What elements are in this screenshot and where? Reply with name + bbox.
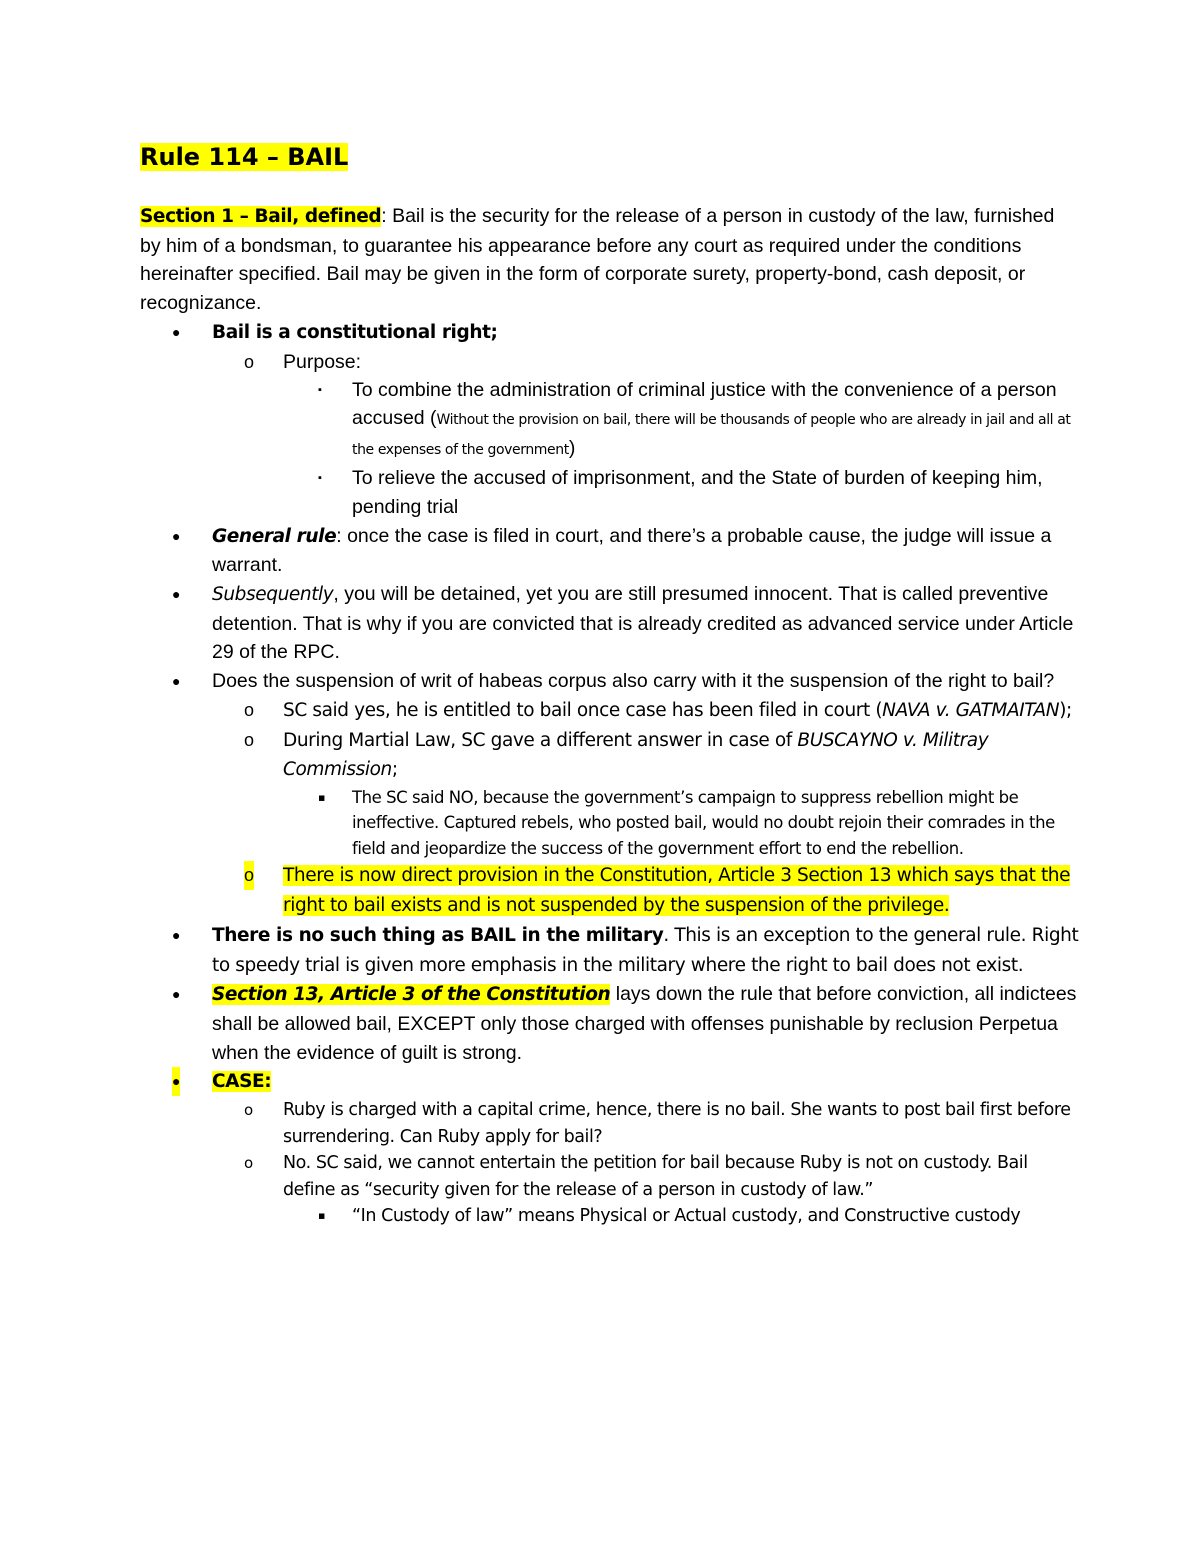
purpose-1-text: To combine the administration of criminal justice with the convenience of a person accused ( [352, 379, 1057, 430]
circle-bullet-icon: o [244, 699, 255, 720]
military-text: . This is an exception to the general rule. Right to speedy trial is given more emphasis in the military where the right to bail does not exist. [212, 924, 1079, 976]
section-1-heading: Section 1 – Bail, defined [140, 206, 382, 227]
circle-bullet-icon: o [244, 1101, 253, 1120]
bullet-icon: ● [172, 527, 181, 544]
ruby-question: Ruby is charged with a capital crime, hence, there is no bail. She wants to post bail first before surrendering. Can Ruby apply for bail? [283, 1100, 1071, 1147]
direct-provision-text: There is now direct provision in the Constitution, Article 3 Section 13 which says that the right to bail exists and is not suspended by the suspension of the privilege. [283, 865, 1071, 917]
nava-text [283, 700, 1072, 721]
title-highlight: Rule 114 – BAIL [140, 143, 349, 171]
square-bullet-icon: ▪ [318, 472, 322, 485]
bullet-icon: ● [172, 926, 181, 943]
custody-of-law-text: “In Custody of law” means Physical or Actual custody, and Constructive custody [352, 1206, 1021, 1227]
list-item [140, 861, 1080, 920]
bullet-icon: ● [172, 673, 181, 690]
circle-bullet-icon: o [244, 861, 254, 890]
list-item [140, 348, 1080, 377]
general-rule-text: : once the case is filed in court, and there’s a probable cause, the judge will issue a warrant. [212, 524, 1052, 577]
list-item [140, 696, 1080, 726]
list-item [140, 980, 1080, 1067]
list-item [140, 318, 1080, 348]
document-body [140, 202, 1080, 1230]
list-item [140, 1097, 1080, 1150]
bullet-icon: ● [172, 986, 181, 1003]
list-item [140, 580, 1080, 667]
purpose-label: Purpose: [283, 350, 362, 373]
bullet-icon: ● [172, 1067, 180, 1096]
general-rule-label: General rule [212, 525, 337, 547]
section-13-text: lays down the rule that before conviction, all indictees shall be allowed bail, EXCEPT only those charged with offenses punishable by reclusion Perpetua when the evidence of guilt is strong. [212, 983, 1077, 1064]
section-1-text: Bail is the security for the release of a person in custody of the law, furnished by him of a bondsman, to guarantee his appearance before any court as required under the conditions hereinafter specified. Bail may be given in the form of corporate surety, property-bond, cash deposit, or recognizance. [140, 205, 1055, 315]
square-bullet-icon: ▪ [318, 790, 326, 804]
case-label: CASE: [212, 1071, 272, 1093]
habeas-question: Does the suspension of writ of habeas corpus also carry with it the suspension of the right to bail? [212, 670, 1055, 693]
list-item [140, 1150, 1080, 1203]
section-13-label: Section 13, Article 3 of the Constitution [212, 984, 611, 1006]
list-item [140, 464, 1080, 521]
purpose-1-close: ) [568, 437, 576, 460]
purpose-1-note: Without the provision on bail, there will be thousands of people who are already in jail and all at the expenses of the government [352, 412, 1071, 459]
circle-bullet-icon: o [244, 729, 255, 750]
section-1-colon: : [381, 205, 387, 227]
buscayno-case: BUSCAYNO v. Militray Commission [283, 729, 989, 781]
list-item [140, 785, 1080, 862]
bullet-icon: ● [172, 586, 181, 603]
square-bullet-icon: ▪ [318, 384, 322, 397]
list-item [140, 1067, 1080, 1097]
subsequently-text: , you will be detained, yet you are still presumed innocent. That is called preventive detention. That is why if you are convicted that is already credited as advanced service under Article 29 of the RPC. [212, 583, 1074, 664]
nava-text-a: SC said yes, he is entitled to bail once case has been filed in court ( [283, 699, 883, 721]
military-bold: There is no such thing as BAIL in the military [212, 924, 664, 946]
subsequently-label: Subsequently [212, 584, 334, 606]
list-item [140, 921, 1080, 980]
list-item [140, 726, 1080, 785]
circle-bullet-icon: o [244, 351, 255, 372]
sc-said-no-text: The SC said NO, because the government’s campaign to suppress rebellion might be ineffective. Captured rebels, who posted bail, would no doubt rejoin their comrades in the field and jeopardize the success of the government effort to end the rebellion. [352, 787, 1055, 858]
buscayno-text-b: ; [391, 759, 398, 781]
list-item [140, 522, 1080, 580]
list-item [140, 1203, 1080, 1230]
square-bullet-icon: ▪ [318, 1209, 326, 1223]
ruby-answer: No. SC said, we cannot entertain the petition for bail because Ruby is not on custody. Bail define as “security given for the release of a person in custody of law.” [283, 1153, 1028, 1200]
purpose-2-text: To relieve the accused of imprisonment, and the State of burden of keeping him, pending trial [352, 467, 1043, 518]
bullet-icon: ● [172, 323, 181, 340]
buscayno-text-a: During Martial Law, SC gave a different answer in case of [283, 729, 798, 751]
nava-case: NAVA v. GATMAITAN [882, 699, 1060, 721]
list-item [140, 376, 1080, 464]
page-title [140, 143, 348, 171]
bullet-text: Bail is a constitutional right; [212, 321, 498, 343]
list-item [140, 667, 1080, 696]
circle-bullet-icon: o [244, 1154, 253, 1173]
nava-text-b: ); [1059, 699, 1072, 721]
section-1-paragraph [140, 202, 1080, 318]
buscayno-text [283, 730, 988, 781]
